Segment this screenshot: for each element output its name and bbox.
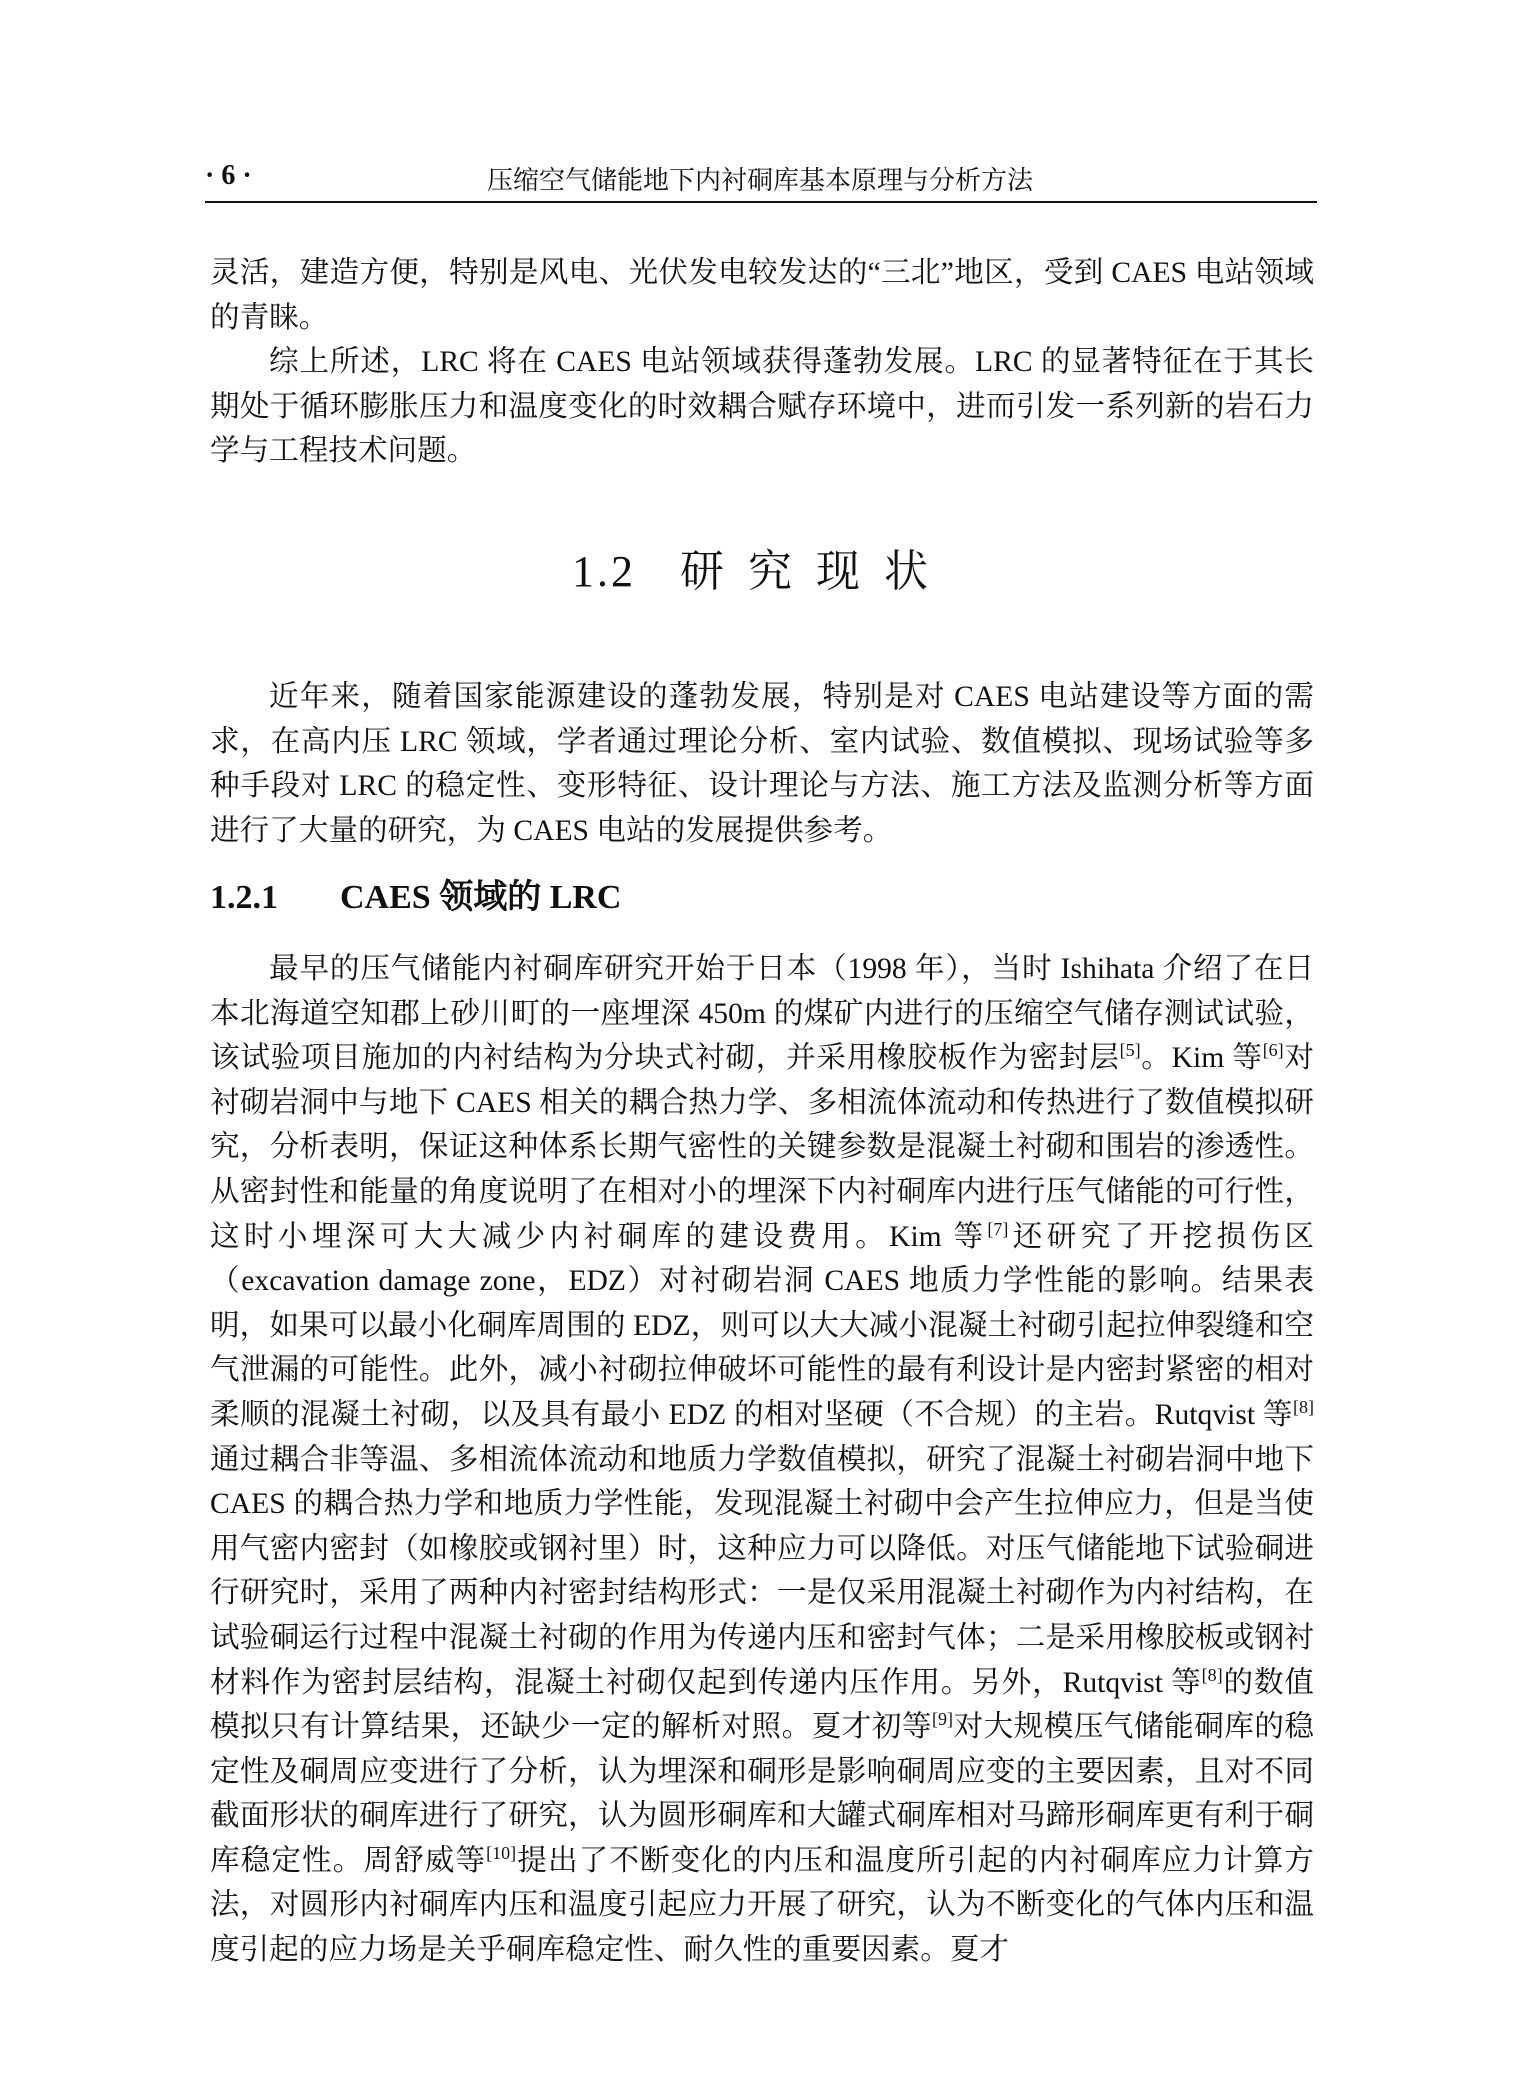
paragraph-main <box>210 947 1314 1973</box>
citation-6[interactable]: [6] <box>1262 1040 1284 1061</box>
text-run: 对大规模压气储能硐库的稳定性及硐周应变进行了分析，认为埋深和硐形是影响硐周应变的主要因素，且对不同截面形状的硐库进行了研究，认为圆形硐库和大罐式硐库相对马蹄形硐库更有利于硐库稳定性。周舒威等 <box>210 1711 1314 1877</box>
page-header <box>205 160 1315 200</box>
text-run: 通过耦合非等温、多相流体流动和地质力学数值模拟，研究了混凝土衬砌岩洞中地下 CAES 的耦合热力学和地质力学性能，发现混凝土衬砌中会产生拉伸应力，但是当使用气密内密封（如橡胶或钢衬里）时，这种应力可以降低。对压气储能地下试验硐进行研究时，采用了两种内衬密封结构形式：一是仅采用混凝土衬砌作为内衬结构，在试验硐运行过程中混凝土衬砌的作用为传递内压和密封气体；二是采用橡胶板或钢衬材料作为密封层结构，混凝土衬砌仅起到传递内压作用。另外，Rutqvist 等 <box>210 1443 1314 1699</box>
subsection-heading <box>210 869 1314 918</box>
subsection-title: CAES 领域的 LRC <box>340 879 622 916</box>
paragraph-intro <box>210 675 1314 853</box>
section-number: 1.2 <box>572 547 636 596</box>
text-run: 对衬砌岩洞中与地下 CAES 相关的耦合热力学、多相流体流动和传热进行了数值模拟研究，分析表明，保证这种体系长期气密性的关键参数是混凝土衬砌和围岩的渗透性。从密封性和能量的角度说明了在相对小的埋深下内衬硐库内进行压气储能的可行性，这时小埋深可大大减少内衬硐库的建设费用。Kim 等 <box>210 1042 1315 1253</box>
paragraph-text: 近年来，随着国家能源建设的蓬勃发展，特别是对 CAES 电站建设等方面的需求，在高内压 LRC 领域，学者通过理论分析、室内试验、数值模拟、现场试验等多种手段对 LRC 的稳定性、变形特征、设计理论与方法、施工方法及监测分析等方面进行了大量的研究，为 CAES 电站的发展提供参考。 <box>210 681 1314 847</box>
subsection-number: 1.2.1 <box>210 879 278 916</box>
section-heading <box>210 535 1314 599</box>
citation-8-repeat[interactable]: [8] <box>1201 1664 1223 1685</box>
text-run: 最早的压气储能内衬硐库研究开始于日本（1998 年），当时 Ishihata 介绍了在日本北海道空知郡上砂川町的一座埋深 450m 的煤矿内进行的压缩空气储存测试试验，该试验项目施加的内衬结构为分块式衬砌，并采用橡胶板作为密封层 <box>210 953 1314 1075</box>
paragraph-text: 灵活，建造方便，特别是风电、光伏发电较发达的“三北”地区，受到 CAES 电站领域的青睐。 <box>210 257 1314 334</box>
text-run: 提出了不断变化的内压和温度所引起的内衬硐库应力计算方法，对圆形内衬硐库内压和温度引起应力开展了研究，认为不断变化的气体内压和温度引起的应力场是关乎硐库稳定性、耐久性的重要因素。夏才 <box>210 1844 1314 1967</box>
header-rule <box>205 201 1317 203</box>
citation-9[interactable]: [9] <box>932 1709 953 1730</box>
paragraph-summary: 综上所述，LRC 将在 CAES 电站领域获得蓬勃发展。LRC 的显著特征在于其长期处于循环膨胀压力和温度变化的时效耦合赋存环境中，进而引发一系列新的岩石力学与工程技术问题。 <box>210 346 1314 468</box>
citation-10[interactable]: [10] <box>486 1843 517 1864</box>
citation-7[interactable]: [7] <box>987 1218 1009 1239</box>
citation-8[interactable]: [8] <box>1293 1397 1314 1418</box>
section-title: 研究现状 <box>680 547 952 596</box>
citation-5[interactable]: [5] <box>1119 1040 1141 1061</box>
paragraph-continuation <box>210 251 1314 474</box>
text-run: 。Kim 等 <box>1140 1042 1263 1075</box>
page-number: · 6 · <box>205 160 252 191</box>
running-title: 压缩空气储能地下内衬硐库基本原理与分析方法 <box>486 166 1033 196</box>
paragraph-text <box>210 947 1314 1973</box>
text-run: 的数值模拟只有计算结果，还缺少一定的解析对照。夏才初等 <box>210 1666 1314 1744</box>
text-run: 还研究了开挖损伤区（excavation damage zone，EDZ）对衬砌岩洞 CAES 地质力学性能的影响。结果表明，如果可以最小化硐库周围的 EDZ，则可以大大减小混凝土衬砌引起拉伸裂缝和空气泄漏的可能性。此外，减小衬砌拉伸破坏可能性的最有利设计是内密封紧密的相对柔顺的混凝土衬砌，以及具有最小 EDZ 的相对坚硬（不合规）的主岩。Rutqvist 等 <box>210 1220 1315 1431</box>
